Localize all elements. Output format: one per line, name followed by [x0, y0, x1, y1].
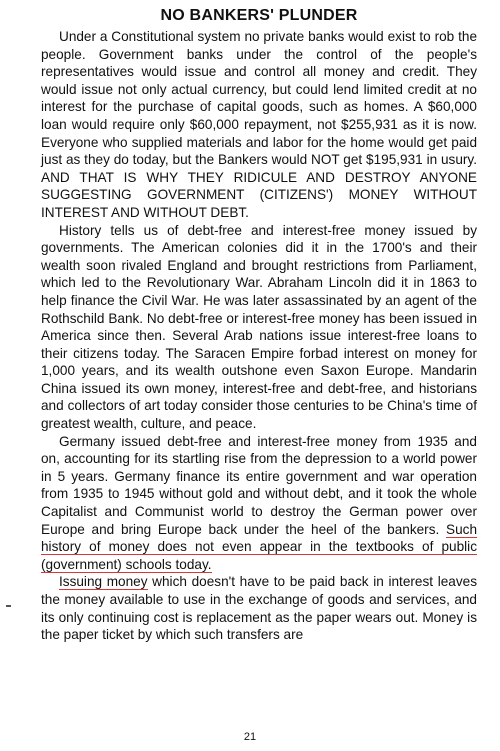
page-title: NO BANKERS' PLUNDER: [160, 7, 358, 24]
margin-pen-mark: [6, 605, 11, 607]
page-number: 21: [243, 731, 257, 743]
paragraph-constitutional-system: Under a Constitutional system no private banks would exist to rob the people. Government banks under the control of the people's representatives would issue and control all money and credit. They would issue not only actual currency, but could lend limited credit at no interest for the purchase of capital goods, such as homes. A $60,000 loan would require only $60,000 repayment, not $255,931 as it is now. Everyone who supplied materials and labor for the home would get paid just as they do today, but the Bankers would NOT get $195,931 in usury. AND THAT IS WHY THEY RIDICULE AND DESTROY ANYONE SUGGESTING GOVERNMENT (CITIZENS') MONEY WITHOUT INTEREST AND WITHOUT DEBT.: [41, 29, 477, 220]
paragraph-germany: [41, 433, 477, 574]
paragraph-issuing-money-text: which doesn't have to be paid back in interest leaves the money available to use in the exchange of goods and services, and its only continuing cost is replacement as the paper wears out. Money is the paper ticket by which such transfers are: [41, 574, 478, 643]
underlined-passage-issuing-money: Issuing money: [59, 574, 148, 590]
paragraph-issuing-money: [41, 573, 477, 643]
paragraph-germany-text: Germany issued debt-free and interest-free money from 1935 and on, accounting for its startling rise from the depression to a world power in 5 years. Germany finance its entire government and war operation from 1935 to 1945 without gold and without debt, and it took the whole Capitalist and Communist world to destroy the German power over Europe and bring Europe back under the heel of the bankers.: [41, 433, 477, 537]
paragraph-history-debt-free-money: History tells us of debt-free and interest-free money issued by governments. The American colonies did it in the 1700's and their wealth soon rivaled England and brought restrictions from Parliament, which led to the Revolutionary War. Abraham Lincoln did it in 1863 to help finance the Civil War. He was later assassinated by an agent of the Rothschild Bank. No debt-free or interest-free money has been issued in America since then. Several Arab nations issue interest-free loans to their citizens today. The Saracen Empire forbad interest on money for 1,000 years, and its wealth outshone even Saxon Europe. Mandarin China issued its own money, interest-free and debt-free, and historians and collectors of art today consider those centuries to be China's time of greatest wealth, culture, and peace.: [41, 222, 477, 432]
underlined-passage-textbooks: Such history of money does not even appear in the textbooks of public (government) schools today.: [41, 521, 477, 572]
